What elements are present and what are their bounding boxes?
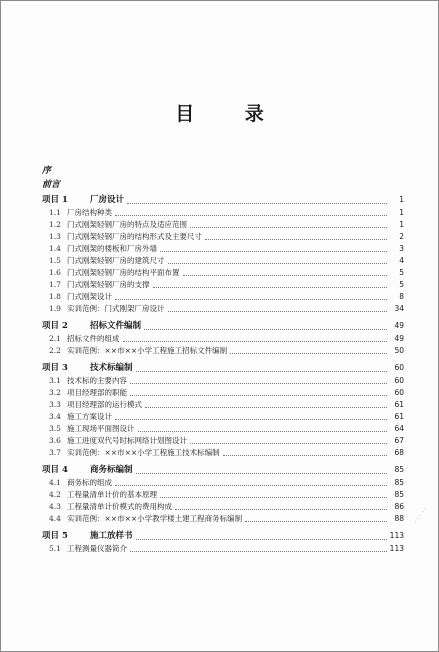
toc-page-number: 49 bbox=[394, 334, 404, 343]
toc-entry-title: 施工方案设计 bbox=[67, 412, 112, 421]
toc-section-row[interactable] bbox=[42, 387, 404, 399]
dot-leader bbox=[245, 521, 387, 522]
table-of-contents bbox=[42, 193, 404, 555]
toc-page-number: 85 bbox=[394, 465, 404, 474]
toc-page-number: 85 bbox=[394, 478, 404, 487]
toc-section-row[interactable] bbox=[42, 333, 404, 345]
toc-chapter-row[interactable] bbox=[42, 463, 404, 477]
toc-page-number: 85 bbox=[394, 490, 404, 499]
toc-page-number: 113 bbox=[389, 531, 404, 540]
dot-leader bbox=[115, 299, 387, 300]
toc-entry-title: 项目经理部的职能 bbox=[67, 388, 127, 397]
dot-leader bbox=[145, 407, 387, 408]
page-title: 目 录 bbox=[175, 103, 286, 125]
front-matter-preface: 序 bbox=[42, 166, 52, 176]
toc-entry-title: 实训范例：××市××小学工程施工技术标编制 bbox=[67, 448, 220, 457]
toc-entry-number: 项目 2 bbox=[42, 321, 68, 331]
watermark-stamp: ····· bbox=[410, 503, 432, 528]
toc-entry-number: 4.1 bbox=[49, 478, 61, 487]
toc-page-number: 64 bbox=[394, 424, 404, 433]
toc-entry-number: 3.4 bbox=[49, 412, 61, 421]
toc-entry-title: 招标文件的组成 bbox=[67, 334, 120, 343]
toc-chapter-row[interactable] bbox=[42, 361, 404, 375]
toc-section-row[interactable] bbox=[42, 267, 404, 279]
dot-leader bbox=[130, 383, 387, 384]
dot-leader bbox=[136, 371, 387, 372]
toc-entry-number: 5.1 bbox=[49, 544, 61, 553]
toc-entry-title: 施工现场平面图设计 bbox=[67, 424, 135, 433]
toc-entry-number: 1.4 bbox=[49, 244, 61, 253]
toc-entry-title: 商务标编制 bbox=[90, 465, 133, 475]
toc-page-number: 1 bbox=[399, 220, 404, 229]
toc-entry-title: 门式刚架轻钢厂房的支撑 bbox=[67, 280, 150, 289]
dot-leader bbox=[168, 263, 388, 264]
toc-section-row[interactable] bbox=[42, 303, 404, 315]
toc-page-number: 1 bbox=[399, 195, 404, 204]
toc-entry-number: 3.3 bbox=[49, 400, 61, 409]
toc-page-number: 61 bbox=[394, 412, 404, 421]
dot-leader bbox=[136, 539, 387, 540]
dot-leader bbox=[175, 509, 387, 510]
toc-entry-title: 工程量清单计价模式的费用构成 bbox=[67, 502, 172, 511]
toc-entry-number: 项目 1 bbox=[42, 195, 68, 205]
toc-section-row[interactable] bbox=[42, 399, 404, 411]
toc-entry-title: 厂房结构种类 bbox=[67, 208, 112, 217]
toc-section-row[interactable] bbox=[42, 543, 404, 555]
dot-leader bbox=[130, 551, 387, 552]
toc-entry-number: 3.5 bbox=[49, 424, 61, 433]
toc-page-number: 5 bbox=[399, 268, 404, 277]
toc-entry-title: 招标文件编制 bbox=[90, 321, 142, 331]
toc-chapter-row[interactable] bbox=[42, 529, 404, 543]
toc-entry-number: 项目 3 bbox=[42, 363, 68, 373]
dot-leader bbox=[160, 497, 387, 498]
toc-section-row[interactable] bbox=[42, 279, 404, 291]
toc-entry-number: 1.2 bbox=[49, 220, 61, 229]
dot-leader bbox=[230, 353, 387, 354]
dot-leader bbox=[153, 287, 388, 288]
toc-entry-number: 3.1 bbox=[49, 376, 61, 385]
toc-page-number: 2 bbox=[399, 232, 404, 241]
toc-page-number: 113 bbox=[389, 544, 404, 553]
dot-leader bbox=[123, 341, 388, 342]
toc-section-row[interactable] bbox=[42, 513, 404, 525]
toc-section-row[interactable] bbox=[42, 345, 404, 357]
toc-entry-number: 1.6 bbox=[49, 268, 61, 277]
toc-entry-title: 实训范例：门式刚架厂房设计 bbox=[67, 304, 165, 313]
toc-entry-number: 1.3 bbox=[49, 232, 61, 241]
toc-section-row[interactable] bbox=[42, 447, 404, 459]
toc-entry-number: 1.5 bbox=[49, 256, 61, 265]
toc-entry-title: 门式刚架轻钢厂房的建筑尺寸 bbox=[67, 256, 165, 265]
toc-entry-title: 厂房设计 bbox=[90, 195, 125, 205]
toc-section-row[interactable] bbox=[42, 501, 404, 513]
toc-entry-number: 4.4 bbox=[49, 514, 61, 523]
toc-page-number: 68 bbox=[394, 448, 404, 457]
front-matter-foreword: 前言 bbox=[42, 180, 61, 190]
toc-entry-title: 门式刚架轻钢厂房的特点及适应范围 bbox=[67, 220, 187, 229]
dot-leader bbox=[168, 311, 388, 312]
toc-page-number: 67 bbox=[394, 436, 404, 445]
toc-entry-title: 技术标编制 bbox=[90, 363, 133, 373]
toc-section-row[interactable] bbox=[42, 219, 404, 231]
toc-section-row[interactable] bbox=[42, 243, 404, 255]
dot-leader bbox=[136, 473, 387, 474]
toc-entry-title: 施工放样书 bbox=[90, 531, 133, 541]
toc-entry-title: 项目经理部的运行模式 bbox=[67, 400, 142, 409]
toc-entry-number: 1.1 bbox=[49, 208, 61, 217]
toc-page-number: 4 bbox=[399, 256, 404, 265]
toc-page-number: 88 bbox=[394, 514, 404, 523]
toc-entry-title: 工程测量仪器简介 bbox=[67, 544, 127, 553]
dot-leader bbox=[115, 215, 387, 216]
toc-section-row[interactable] bbox=[42, 375, 404, 387]
toc-page-number: 1 bbox=[399, 208, 404, 217]
toc-page-number: 60 bbox=[394, 376, 404, 385]
toc-section-row[interactable] bbox=[42, 423, 404, 435]
dot-leader bbox=[138, 431, 388, 432]
toc-entry-number: 2.2 bbox=[49, 346, 61, 355]
toc-entry-title: 门式刚架轻钢厂房的结构平面布置 bbox=[67, 268, 180, 277]
toc-page-number: 49 bbox=[394, 321, 404, 330]
dot-leader bbox=[115, 485, 387, 486]
toc-page-number: 86 bbox=[394, 502, 404, 511]
toc-section-row[interactable] bbox=[42, 255, 404, 267]
dot-leader bbox=[115, 419, 387, 420]
toc-section-row[interactable] bbox=[42, 477, 404, 489]
toc-page-number: 8 bbox=[399, 292, 404, 301]
toc-entry-title: 施工进度双代号时标网络计划图设计 bbox=[67, 436, 187, 445]
toc-chapter-row[interactable] bbox=[42, 193, 404, 207]
toc-page-number: 61 bbox=[394, 400, 404, 409]
toc-entry-number: 3.2 bbox=[49, 388, 61, 397]
toc-section-row[interactable] bbox=[42, 291, 404, 303]
toc-entry-number: 4.3 bbox=[49, 502, 61, 511]
dot-leader bbox=[144, 329, 387, 330]
toc-section-row[interactable] bbox=[42, 489, 404, 501]
toc-page-number: 50 bbox=[394, 346, 404, 355]
dot-leader bbox=[190, 227, 387, 228]
toc-page-number: 3 bbox=[399, 244, 404, 253]
toc-section-row[interactable] bbox=[42, 207, 404, 219]
toc-entry-number: 2.1 bbox=[49, 334, 61, 343]
toc-entry-title: 门式刚架设计 bbox=[67, 292, 112, 301]
toc-entry-title: 商务标的组成 bbox=[67, 478, 112, 487]
toc-entry-title: 实训范例：××市××小学工程施工招标文件编制 bbox=[67, 346, 228, 355]
toc-entry-title: 门式刚架的楼板和厂房外墙 bbox=[67, 244, 157, 253]
toc-section-row[interactable] bbox=[42, 231, 404, 243]
toc-entry-number: 1.8 bbox=[49, 292, 61, 301]
toc-page-number: 60 bbox=[394, 363, 404, 372]
dot-leader bbox=[130, 395, 387, 396]
toc-page-number: 60 bbox=[394, 388, 404, 397]
toc-entry-number: 4.2 bbox=[49, 490, 61, 499]
toc-entry-number: 3.6 bbox=[49, 436, 61, 445]
toc-entry-number: 项目 4 bbox=[42, 465, 68, 475]
dot-leader bbox=[160, 251, 387, 252]
dot-leader bbox=[190, 443, 387, 444]
toc-entry-title: 实训范例：××市××小学教学楼土建工程商务标编制 bbox=[67, 514, 243, 523]
toc-entry-number: 项目 5 bbox=[42, 531, 68, 541]
toc-section-row[interactable] bbox=[42, 435, 404, 447]
toc-chapter-row[interactable] bbox=[42, 319, 404, 333]
dot-leader bbox=[127, 203, 387, 204]
toc-entry-number: 1.7 bbox=[49, 280, 61, 289]
dot-leader bbox=[205, 239, 387, 240]
toc-entry-number: 1.9 bbox=[49, 304, 61, 313]
dot-leader bbox=[223, 455, 387, 456]
toc-entry-title: 技术标的主要内容 bbox=[67, 376, 127, 385]
toc-entry-number: 3.7 bbox=[49, 448, 61, 457]
toc-page-number: 5 bbox=[399, 280, 404, 289]
toc-page-number: 34 bbox=[394, 304, 404, 313]
toc-entry-title: 工程量清单计价的基本原理 bbox=[67, 490, 157, 499]
dot-leader bbox=[183, 275, 388, 276]
toc-entry-title: 门式刚架轻钢厂房的结构形式及主要尺寸 bbox=[67, 232, 202, 241]
toc-section-row[interactable] bbox=[42, 411, 404, 423]
